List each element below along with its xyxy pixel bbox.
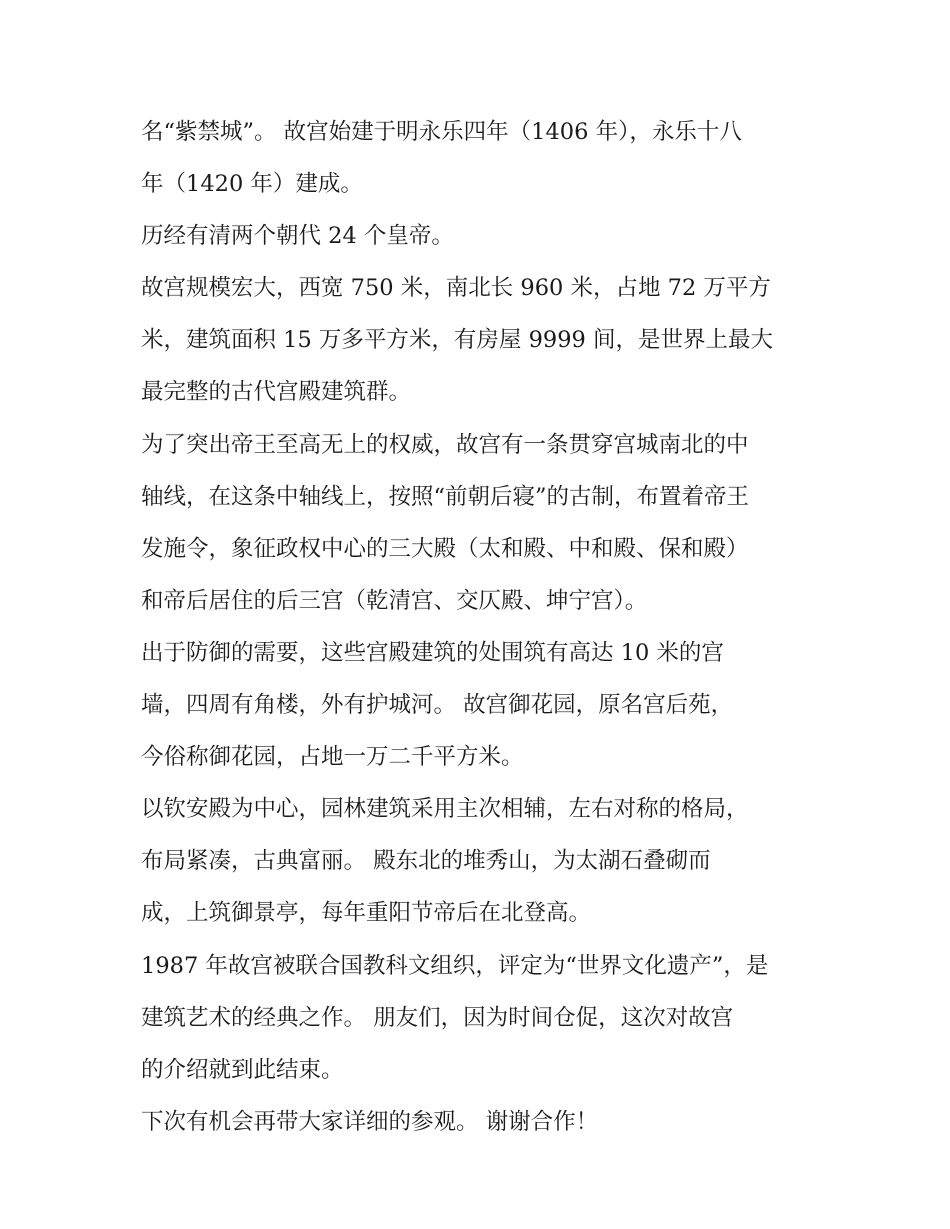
text-line: 米，建筑面积 15 万多平方米，有房屋 9999 间，是世界上最大 — [141, 327, 774, 354]
paragraph-3 — [141, 262, 821, 418]
paragraph-2 — [141, 210, 821, 262]
paragraph-6 — [141, 783, 821, 939]
text-line: 年（1420 年）建成。 — [141, 171, 363, 198]
document-body — [141, 106, 821, 1148]
text-line: 故宫规模宏大，西宽 750 米，南北长 960 米，占地 72 万平方 — [141, 275, 771, 302]
text-line: 今俗称御花园，占地一万二千平方米。 — [141, 744, 524, 771]
text-line: 轴线，在这条中轴线上，按照“前朝后寝”的古制，布置着帝王 — [141, 483, 750, 510]
text-line: 名“紫禁城”。 故宫始建于明永乐四年（1406 年），永乐十八 — [141, 119, 742, 145]
text-line: 以钦安殿为中心，园林建筑采用主次相辅，左右对称的格局， — [141, 796, 749, 823]
text-line: 最完整的古代宫殿建筑群。 — [141, 379, 412, 406]
text-line: 成，上筑御景亭，每年重阳节帝后在北登高。 — [141, 900, 592, 927]
text-line: 下次有机会再带大家详细的参观。 谢谢合作！ — [141, 1108, 599, 1135]
text-line: 和帝后居住的后三宫（乾清宫、交仄殿、坤宁宫）。 — [141, 587, 648, 614]
text-line: 1987 年故宫被联合国教科文组织，评定为“世界文化遗产”，是 — [141, 952, 769, 979]
paragraph-8 — [141, 1096, 821, 1148]
text-line: 布局紧凑，古典富丽。 殿东北的堆秀山，为太湖石叠砌而 — [141, 848, 711, 875]
text-line: 墙，四周有角楼，外有护城河。 故宫御花园，原名宫后苑， — [141, 692, 734, 719]
text-line: 出于防御的需要，这些宫殿建筑的处围筑有高达 10 米的宫 — [141, 639, 724, 666]
text-line: 建筑艺术的经典之作。 朋友们，因为时间仓促，这次对故宫 — [141, 1004, 734, 1031]
paragraph-1 — [141, 106, 821, 210]
text-line: 历经有清两个朝代 24 个皇帝。 — [141, 223, 454, 250]
paragraph-5 — [141, 627, 821, 783]
text-line: 发施令，象征政权中心的三大殿（太和殿、中和殿、保和殿） — [141, 535, 749, 562]
text-line: 的介绍就到此结束。 — [141, 1056, 344, 1083]
paragraph-7 — [141, 940, 821, 1096]
paragraph-4 — [141, 419, 821, 627]
text-line: 为了突出帝王至高无上的权威，故宫有一条贯穿宫城南北的中 — [141, 431, 749, 458]
